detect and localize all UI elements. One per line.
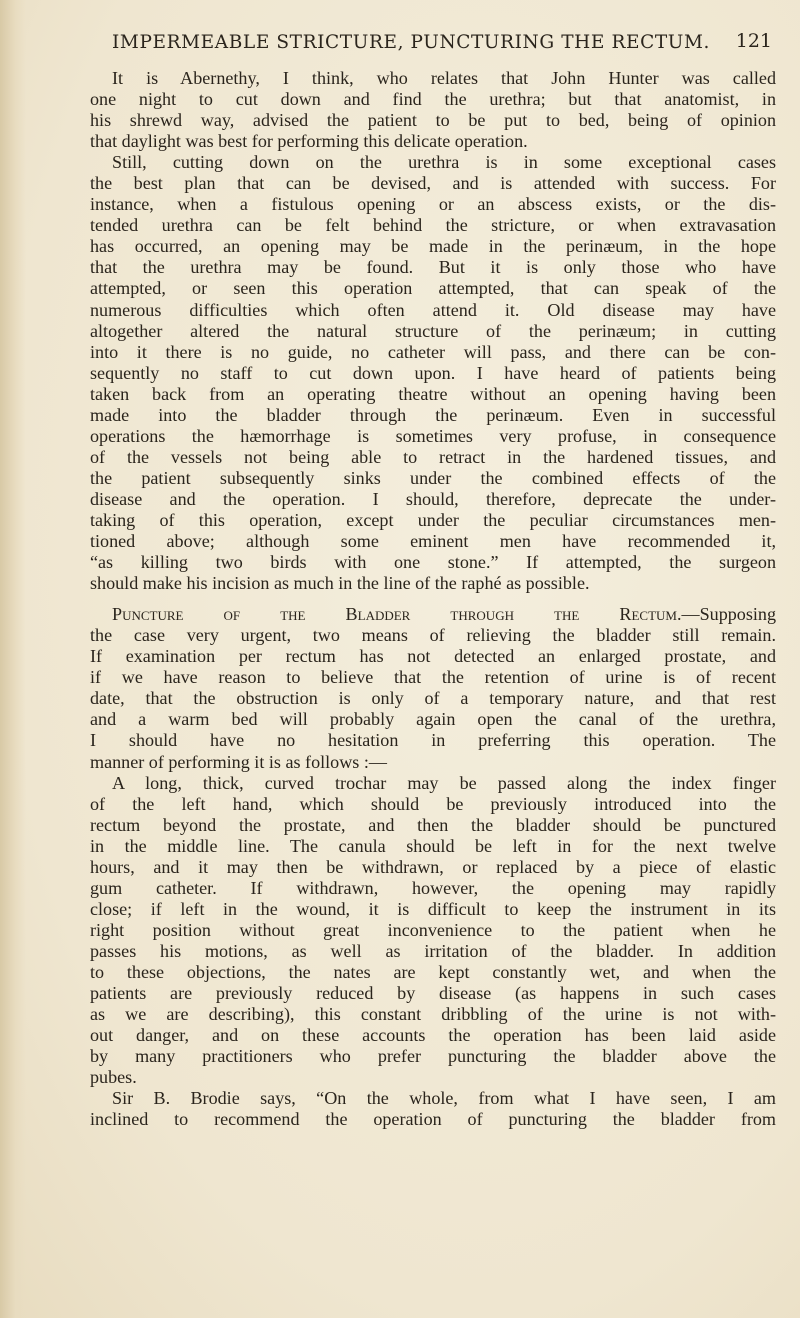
paragraph-cutting-down [68, 152, 776, 594]
text-line: the patient subsequently sinks under the combined effects of the [90, 467, 776, 488]
text-line: to these objections, the nates are kept constantly wet, and when the [90, 961, 776, 982]
text-line: of the left hand, which should be previously introduced into the [90, 793, 776, 814]
text-line: right position without great inconvenience to the patient when he [90, 919, 776, 940]
text-line: sequently no staff to cut down upon. I have heard of patients being [90, 362, 776, 383]
text-line: date, that the obstruction is only of a temporary nature, and that rest [90, 688, 776, 709]
text-line: taking of this operation, except under the peculiar circumstances men- [90, 509, 776, 530]
text-line: made into the bladder through the perinæum. Even in successful [90, 404, 776, 425]
text-line: If examination per rectum has not detected an enlarged prostate, and [90, 646, 776, 667]
body-text [68, 68, 776, 1130]
text-line: the best plan that can be devised, and is attended with success. For [90, 173, 776, 194]
text-line-tail: —Supposing [681, 604, 776, 625]
paragraph-trochar [68, 773, 776, 1089]
text-line: operations the hæmorrhage is sometimes very profuse, in consequence [90, 425, 776, 446]
text-line: manner of performing it is as follows :— [90, 751, 387, 772]
page-header [60, 30, 772, 60]
text-line: the case very urgent, two means of relieving the bladder still remain. [90, 625, 776, 646]
text-line: close; if left in the wound, it is difficult to keep the instrument in its [90, 898, 776, 919]
paragraph-puncture-rectum [68, 604, 776, 772]
text-line: altogether altered the natural structure of the perinæum; in cutting [90, 320, 776, 341]
text-line: Sir B. Brodie says, “On the whole, from what I have seen, I am [112, 1088, 776, 1109]
running-head: IMPERMEABLE STRICTURE, PUNCTURING THE RECTUM. [112, 32, 711, 53]
text-line: inclined to recommend the operation of puncturing the bladder from [90, 1109, 776, 1130]
text-line: into it there is no guide, no catheter will pass, and there can be con- [90, 341, 776, 362]
text-line: in the middle line. The canula should be left in for the next twelve [90, 835, 776, 856]
text-line: tioned above; although some eminent men have recommended it, [90, 531, 776, 552]
text-line: and a warm bed will probably again open the canal of the urethra, [90, 709, 776, 730]
text-line: attempted, or seen this operation attempted, that can speak of the [90, 278, 776, 299]
text-line: that daylight was best for performing this delicate operation. [90, 131, 528, 152]
text-line: numerous difficulties which often attend it. Old disease may have [90, 299, 776, 320]
text-line: of the vessels not being able to retract in the hardened tissues, and [90, 446, 776, 467]
text-line: I should have no hesitation in preferring this operation. The [90, 730, 776, 751]
text-line: one night to cut down and find the urethra; but that anatomist, in [90, 89, 776, 110]
text-line: has occurred, an opening may be made in the perinæum, in the hope [90, 236, 776, 257]
paragraph-brodie [68, 1088, 776, 1130]
text-line: taken back from an operating theatre without an opening having been [90, 383, 776, 404]
section-heading: Puncture of the Bladder through the Rectum. [112, 604, 682, 625]
text-line: as we are describing), this constant dribbling of the urine is not with- [90, 1004, 776, 1025]
text-line: It is Abernethy, I think, who relates that John Hunter was called [112, 68, 776, 88]
text-line: that the urethra may be found. But it is only those who have [90, 257, 776, 278]
text-line: out danger, and on these accounts the operation has been laid aside [90, 1025, 776, 1046]
text-line: A long, thick, curved trochar may be passed along the index finger [112, 772, 776, 793]
text-line: Still, cutting down on the urethra is in some exceptional cases [112, 152, 776, 173]
text-line: his shrewd way, advised the patient to be put to bed, being of opinion [90, 110, 776, 131]
page-number: 121 [735, 30, 772, 52]
text-line: pubes. [90, 1067, 137, 1088]
text-line: patients are previously reduced by disease (as happens in such cases [90, 983, 776, 1004]
text-line: hours, and it may then be withdrawn, or replaced by a piece of elastic [90, 856, 776, 877]
text-line: tended urethra can be felt behind the stricture, or when extravasation [90, 215, 776, 236]
text-line: passes his motions, as well as irritation of the bladder. In addition [90, 940, 776, 961]
text-line: gum catheter. If withdrawn, however, the opening may rapidly [90, 877, 776, 898]
text-line: if we have reason to believe that the retention of urine is of recent [90, 667, 776, 688]
text-line: should make his incision as much in the line of the raphé as possible. [90, 573, 590, 594]
text-line: disease and the operation. I should, therefore, deprecate the under- [90, 488, 776, 509]
page-gutter-shadow [0, 0, 26, 1318]
text-line: rectum beyond the prostate, and then the bladder should be punctured [90, 814, 776, 835]
paragraph-abernethy [68, 68, 776, 152]
text-line: by many practitioners who prefer puncturing the bladder above the [90, 1046, 776, 1067]
text-line: instance, when a fistulous opening or an abscess exists, or the dis- [90, 194, 776, 215]
text-line [68, 604, 776, 625]
text-line: “as killing two birds with one stone.” If attempted, the surgeon [90, 552, 776, 573]
